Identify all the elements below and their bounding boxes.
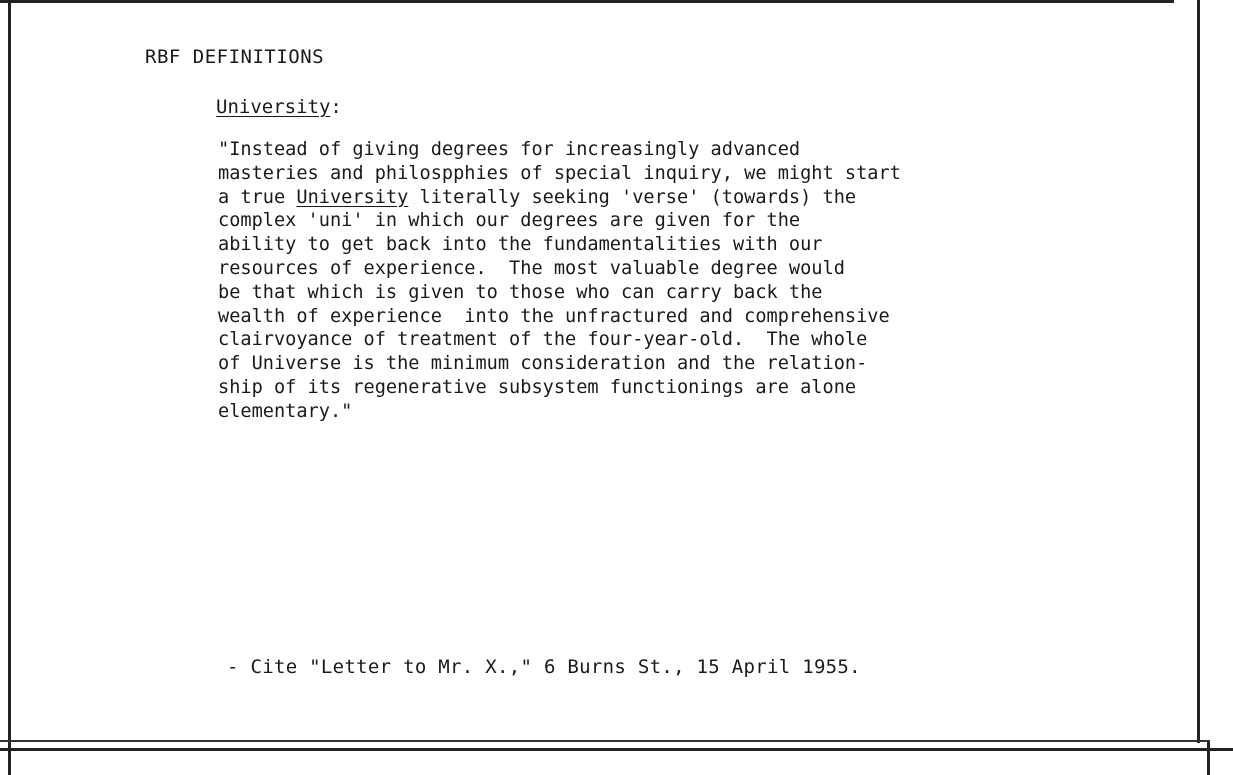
next-card-right-border	[1207, 740, 1210, 775]
quote-line: ability to get back into the fundamentalities with our	[218, 234, 823, 256]
citation: - Cite "Letter to Mr. X.," 6 Burns St., 15 April 1955.	[227, 656, 861, 678]
quote-line: "Instead of giving degrees for increasingly advanced	[218, 139, 801, 160]
card-bottom-border	[0, 740, 1210, 742]
quote-line: masteries and philospphies of special inquiry, we might start	[218, 162, 901, 184]
card-top-border	[0, 0, 1174, 3]
quote-text: a true	[218, 186, 297, 208]
term-word: University	[216, 96, 331, 118]
next-card-top-border	[0, 748, 1233, 751]
definition-quote	[218, 138, 1178, 424]
quote-line: of Universe is the minimum consideration and the relation-	[218, 353, 868, 375]
quote-line: be that which is given to those who can carry back the	[218, 281, 823, 303]
card-left-border	[8, 0, 11, 775]
definition-term	[216, 96, 342, 118]
quote-line: complex 'uni' in which our degrees are given for the	[218, 210, 801, 232]
document-header: RBF DEFINITIONS	[145, 46, 325, 68]
quote-line: resources of experience. The most valuable degree would	[218, 257, 845, 279]
term-colon: :	[330, 96, 342, 118]
quote-line: clairvoyance of treatment of the four-year-old. The whole	[218, 329, 868, 351]
card-right-border	[1197, 0, 1200, 743]
quote-line: elementary."	[218, 400, 353, 422]
quote-text: literally seeking 'verse' (towards) the	[408, 186, 857, 208]
quote-line: wealth of experience into the unfractured and comprehensive	[218, 305, 890, 327]
quote-line	[218, 186, 1178, 210]
quote-line: ship of its regenerative subsystem functionings are alone	[218, 376, 857, 398]
underlined-term: University	[296, 186, 409, 208]
